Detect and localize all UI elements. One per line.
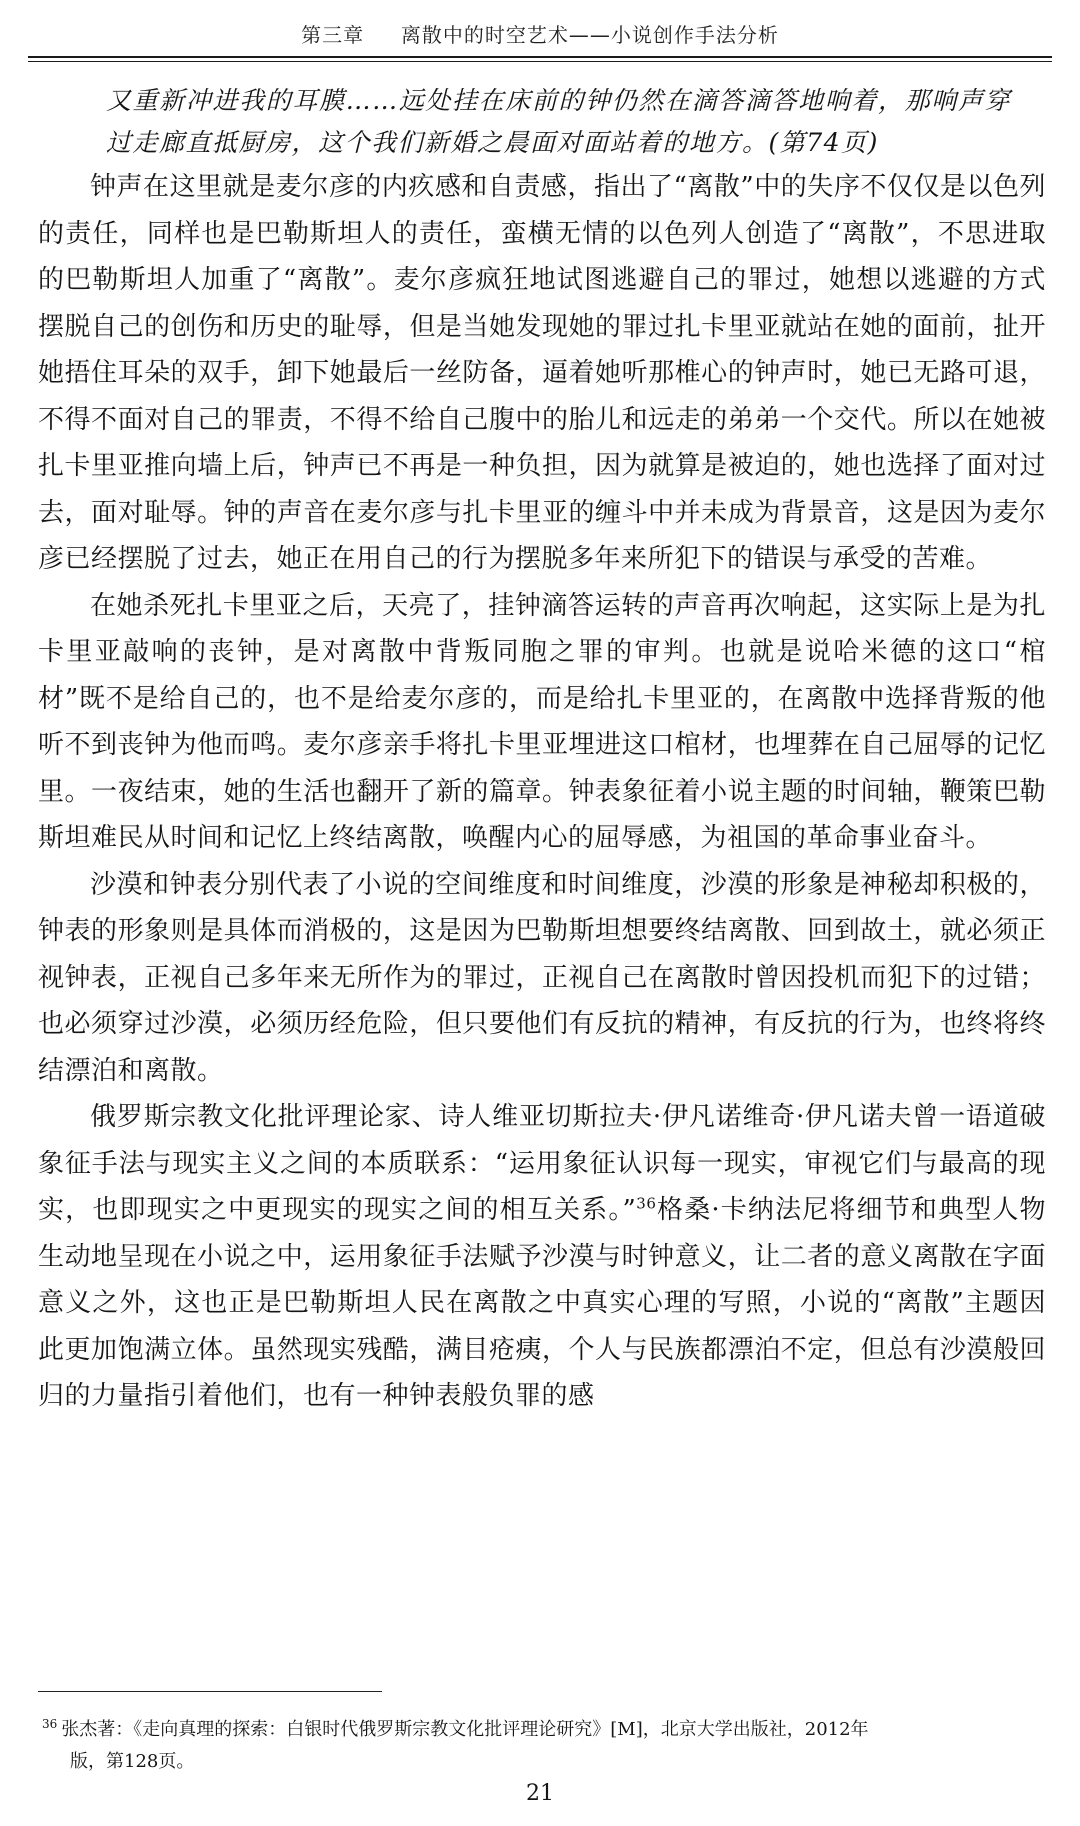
- footnote-reference[interactable]: 36: [636, 1194, 657, 1213]
- footnote: [42, 1708, 1002, 1778]
- footnote-number: 36: [42, 1717, 58, 1731]
- page-number: 21: [526, 1781, 554, 1806]
- paragraph: [38, 1094, 1046, 1420]
- footnote-separator: [38, 1691, 382, 1692]
- footnote-line: 版，第128页。: [70, 1751, 195, 1772]
- block-quote: 又重新冲进我的耳膜……远处挂在床前的钟仍然在滴答滴答地响着，那响声穿过走廊直抵厨房，这个我们新婚之晨面对面站着的地方。(第74页): [106, 86, 1011, 157]
- paragraph: 沙漠和钟表分别代表了小说的空间维度和时间维度，沙漠的形象是神秘却积极的，钟表的形象则是具体而消极的，这是因为巴勒斯坦想要终结离散、回到故土，就必须正视钟表，正视自己多年来无所作为的罪过，正视自己在离散时曾因投机而犯下的过错；也必须穿过沙漠，必须历经危险，但只要他们有反抗的精神，有反抗的行为，也终将终结漂泊和离散。: [38, 869, 1046, 1086]
- chapter-label: 第三章: [301, 23, 365, 47]
- footnote-text: 张杰著：《走向真理的探索：白银时代俄罗斯宗教文化批评理论研究》[M]，北京大学出版社，2012年: [61, 1719, 869, 1740]
- header-rule: [28, 56, 1052, 62]
- chapter-title: 离散中的时空艺术——小说创作手法分析: [400, 23, 779, 47]
- running-header: [30, 18, 1050, 52]
- paragraph: 钟声在这里就是麦尔彦的内疚感和自责感，指出了“离散”中的失序不仅仅是以色列的责任，同样也是巴勒斯坦人的责任，蛮横无情的以色列人创造了“离散”，不思进取的巴勒斯坦人加重了“离散”。麦尔彦疯狂地试图逃避自己的罪过，她想以逃避的方式摆脱自己的创伤和历史的耻辱，但是当她发现她的罪过扎卡里亚就站在她的面前，扯开她捂住耳朵的双手，卸下她最后一丝防备，逼着她听那椎心的钟声时，她已无路可退，不得不面对自己的罪责，不得不给自己腹中的胎儿和远走的弟弟一个交代。所以在她被扎卡里亚推向墙上后，钟声已不再是一种负担，因为就算是被迫的，她也选择了面对过去，面对耻辱。钟的声音在麦尔彦与扎卡里亚的缠斗中并未成为背景音，这是因为麦尔彦已经摆脱了过去，她正在用自己的行为摆脱多年来所犯下的错误与承受的苦难。: [38, 172, 1046, 574]
- paragraph-text: 格桑·卡纳法尼将细节和典型人物生动地呈现在小说之中，运用象征手法赋予沙漠与时钟意义，让二者的意义离散在字面意义之外，这也正是巴勒斯坦人民在离散之中真实心理的写照，小说的“离散”主题因此更加饱满立体。虽然现实残酷，满目疮痍，个人与民族都漂泊不定，但总有沙漠般回归的力量指引着他们，也有一种钟表般负罪的感: [38, 1195, 1047, 1411]
- footnote-line: [42, 1708, 1002, 1746]
- paragraph: 在她杀死扎卡里亚之后，天亮了，挂钟滴答运转的声音再次响起，这实际上是为扎卡里亚敲响的丧钟，是对离散中背叛同胞之罪的审判。也就是说哈米德的这口“棺材”既不是给自己的，也不是给麦尔彦的，而是给扎卡里亚的，在离散中选择背叛的他听不到丧钟为他而鸣。麦尔彦亲手将扎卡里亚埋进这口棺材，也埋葬在自己屈辱的记忆里。一夜结束，她的生活也翻开了新的篇章。钟表象征着小说主题的时间轴，鞭策巴勒斯坦难民从时间和记忆上终结离散，唤醒内心的屈辱感，为祖国的革命事业奋斗。: [38, 590, 1046, 853]
- paragraph-text: 俄罗斯宗教文化批评理论家、诗人维亚切斯拉夫·伊凡诺维奇·伊凡诺夫曾一语道破象征手法与现实主义之间的本质联系：“运用象征认识每一现实，审视它们与最高的现实，也即现实之中更现实的现实之间的相互关系。”: [38, 1102, 1046, 1225]
- main-text: [38, 80, 1046, 1420]
